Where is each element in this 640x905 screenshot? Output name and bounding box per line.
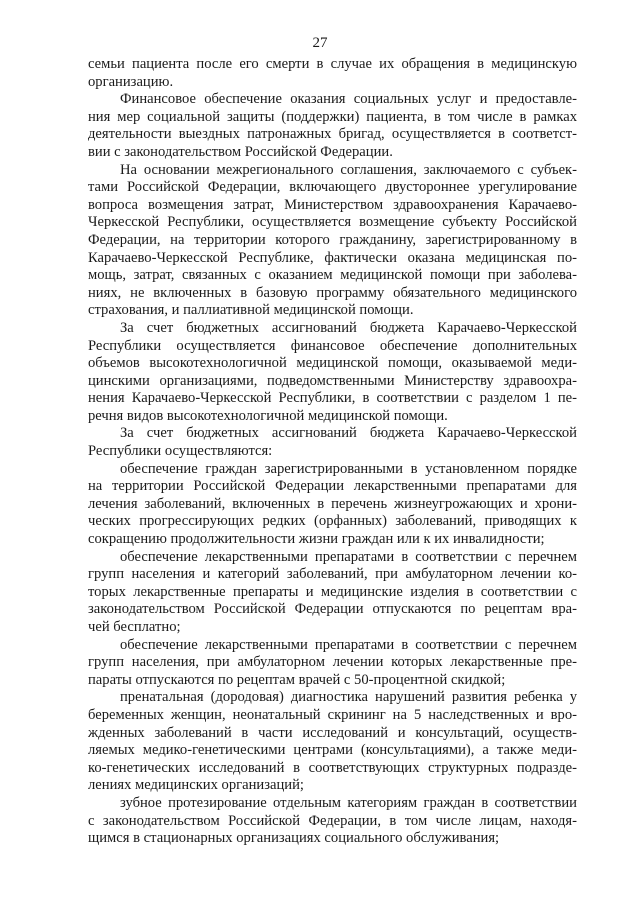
text-line: Карачаево-Черкесской Республике, фактически оказана медицинская по- [88, 249, 577, 266]
paragraph [88, 795, 577, 848]
text-line: вопроса возмещения затрат, Министерством здравоохранения Карачаево- [88, 196, 577, 213]
text-line: цинскими организациями, подведомственными Министерству здравоохра- [88, 372, 577, 389]
text-line: групп населения, при амбулаторном лечении которых лекарственные пре- [88, 654, 577, 671]
paragraph [88, 461, 577, 549]
text-line: зубное протезирование отдельным категориям граждан в соответствии [120, 794, 577, 811]
document-body [88, 56, 577, 848]
text-line: речня видов высокотехнологичной медицинской помощи. [88, 407, 448, 424]
text-line: с законодательством Российской Федерации, в том числе лицам, находя- [88, 812, 577, 829]
text-line: лениях медицинских организаций; [88, 777, 304, 794]
text-line: семьи пациента после его смерти в случае их обращения в медицинскую [88, 56, 577, 72]
text-line: параты отпускаются по рецептам врачей с 50-процентной скидкой; [88, 671, 506, 688]
text-line: На основании межрегионального соглашения, заключаемого с субъек- [120, 161, 577, 178]
paragraph [88, 549, 577, 637]
paragraph [88, 56, 577, 91]
text-line: организацию. [88, 73, 174, 90]
text-line: ниях, не включенных в базовую программу обязательного медицинского [88, 284, 577, 301]
text-line: Республики осуществляются: [88, 443, 273, 460]
text-line: деятельности выездных патронажных бригад, осуществляется в соответст- [88, 126, 577, 143]
paragraph [88, 91, 577, 161]
text-line: вии с законодательством Российской Федерации. [88, 143, 393, 160]
text-line: беременных женщин, неонатальный скрининг на 5 наследственных и вро- [88, 706, 577, 723]
text-line: ко-генетических исследований в соответствующих структурных подразде- [88, 759, 577, 776]
text-line: законодательством Российской Федерации отпускаются по рецептам вра- [88, 601, 577, 618]
text-line: ния мер социальной защиты (поддержки) пациента, в том числе в рамках [88, 108, 577, 125]
text-line: обеспечение лекарственными препаратами в соответствии с перечнем [120, 548, 577, 565]
text-line: щимся в стационарных организациях социального обслуживания; [88, 830, 500, 847]
paragraph [88, 162, 577, 320]
text-line: Федерации, на территории которого гражданину, зарегистрированному в [88, 231, 577, 248]
text-line: Республики осуществляется финансовое обеспечение дополнительных [88, 337, 577, 354]
text-line: чей бесплатно; [88, 619, 181, 635]
text-line: мощь, затрат, связанных с оказанием медицинской помощи при заболева- [88, 267, 577, 284]
paragraph [88, 425, 577, 460]
text-line: За счет бюджетных ассигнований бюджета Карачаево-Черкесской [120, 425, 577, 442]
text-line: Черкесской Республики, осуществляется возмещение субъекту Российской [88, 214, 577, 231]
paragraph [88, 320, 577, 426]
text-line: жденных заболеваний в части исследований и консультаций, осуществ- [88, 724, 577, 741]
text-line: пренатальная (дородовая) диагностика нарушений развития ребенка у [120, 689, 577, 706]
text-line: на территории Российской Федерации лекарственными препаратами для [88, 478, 577, 495]
text-line: ляемых медико-генетическими центрами (консультациями), а также меди- [88, 742, 577, 759]
text-line: тами Российской Федерации, включающего двустороннее урегулирование [88, 179, 577, 196]
text-line: Финансовое обеспечение оказания социальных услуг и предоставле- [120, 91, 577, 108]
text-line: обеспечение граждан зарегистрированными в установленном порядке [120, 460, 577, 477]
text-line: обеспечение лекарственными препаратами в соответствии с перечнем [120, 636, 577, 653]
text-line: За счет бюджетных ассигнований бюджета Карачаево-Черкесской [120, 319, 577, 336]
paragraph [88, 689, 577, 795]
text-line: объемов высокотехнологичной медицинской помощи, оказываемой меди- [88, 355, 577, 372]
text-line: сокращению продолжительности жизни граждан или к их инвалидности; [88, 531, 545, 548]
text-line: ческих прогрессирующих редких (орфанных) заболеваний, приводящих к [88, 513, 577, 530]
text-line: групп населения и категорий заболеваний, при амбулаторном лечении ко- [88, 566, 577, 583]
text-line: лечения заболеваний, включенных в перечень жизнеугрожающих и хрони- [88, 495, 577, 512]
paragraph [88, 637, 577, 690]
text-line: торых лекарственные препараты и медицинские изделия в соответствии с [88, 583, 577, 600]
page-number: 27 [312, 35, 328, 51]
text-line: нения Карачаево-Черкесской Республики, в соответствии с разделом 1 пе- [88, 390, 577, 407]
text-line: страхования, и паллиативной медицинской помощи. [88, 302, 414, 319]
